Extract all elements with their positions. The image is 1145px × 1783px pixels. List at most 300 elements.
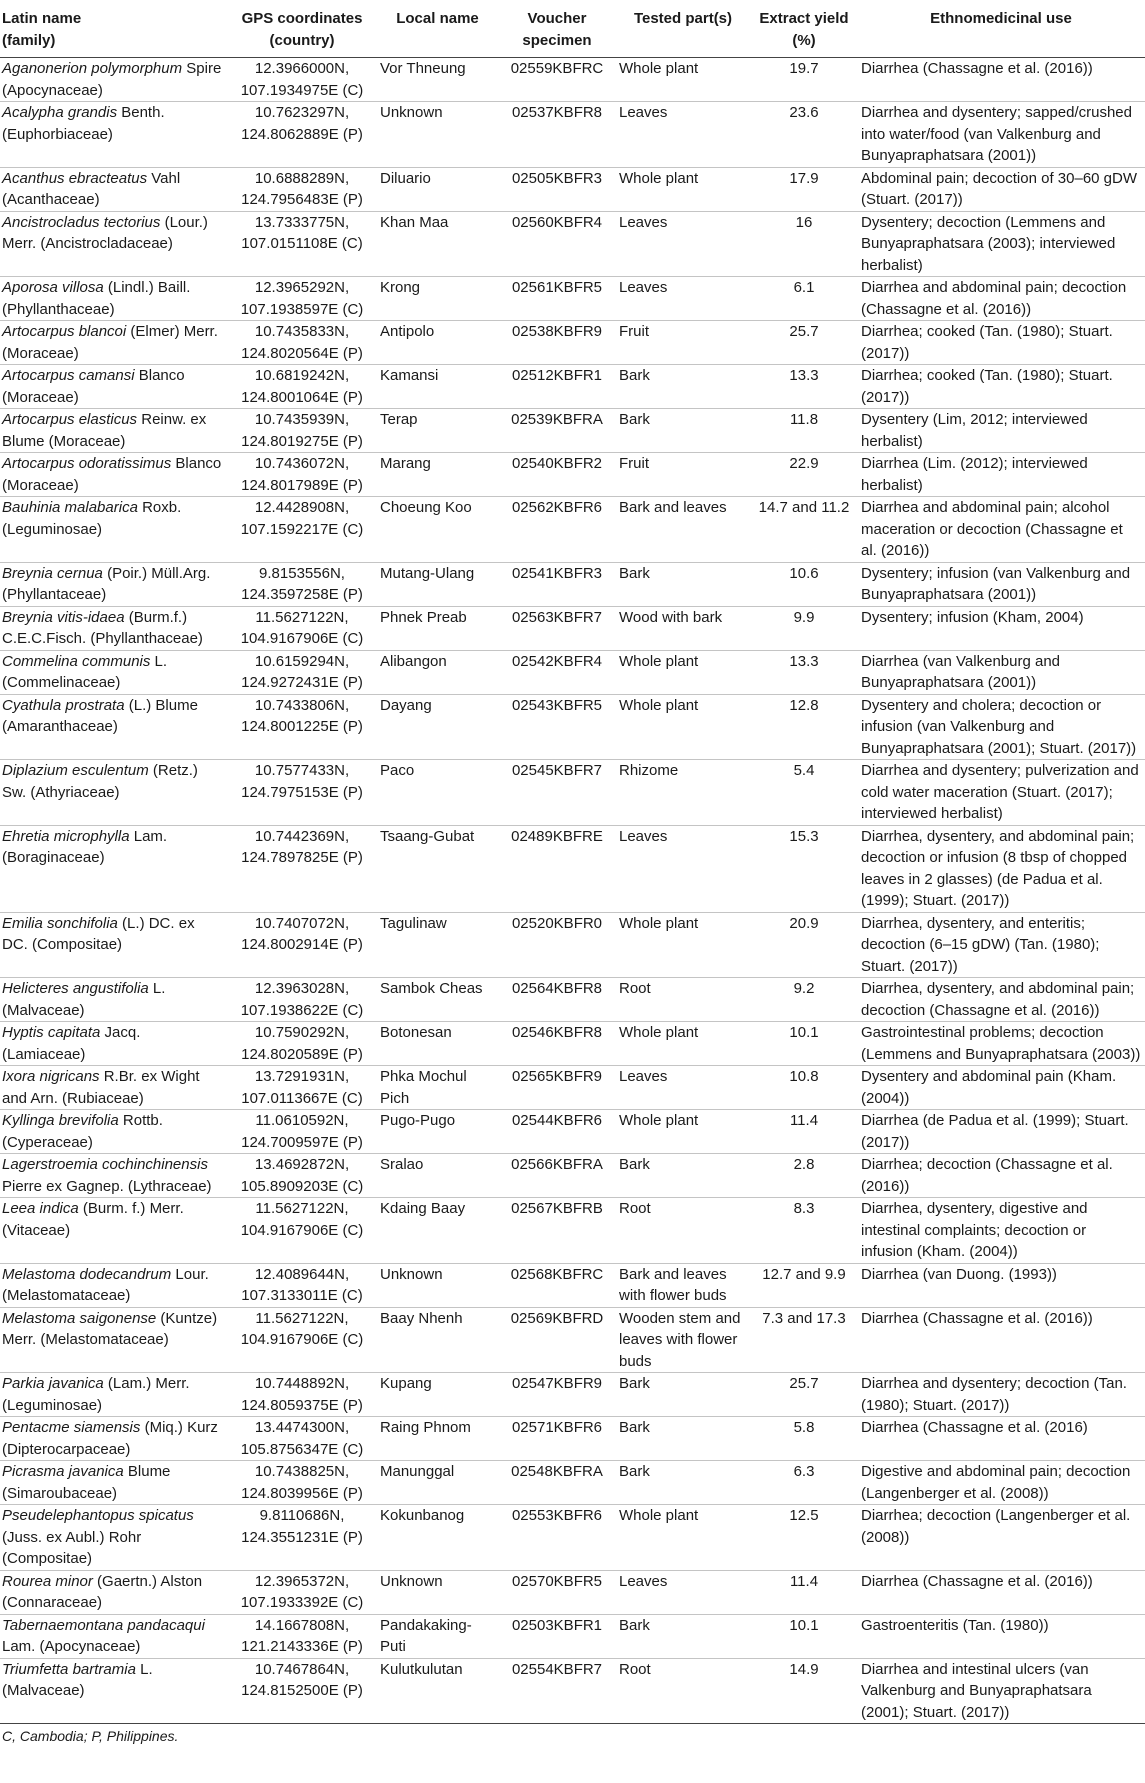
cell-tested-parts: Leaves bbox=[615, 102, 751, 168]
cell-tested-parts: Bark bbox=[615, 409, 751, 453]
cell-gps: 10.7435939N, 124.8019275E (P) bbox=[228, 409, 376, 453]
table-row bbox=[0, 825, 1145, 912]
cell-ethnomedicinal-use: Diarrhea; cooked (Tan. (1980); Stuart. (2017)) bbox=[857, 321, 1145, 365]
cell-extract-yield: 19.7 bbox=[751, 58, 857, 102]
cell-local-name: Phka Mochul Pich bbox=[376, 1066, 499, 1110]
cell-tested-parts: Leaves bbox=[615, 211, 751, 277]
cell-gps: 12.3963028N, 107.1938622E (C) bbox=[228, 978, 376, 1022]
table-row bbox=[0, 1022, 1145, 1066]
cell-gps: 10.6159294N, 124.9272431E (P) bbox=[228, 650, 376, 694]
species-name: Ancistrocladus tectorius bbox=[2, 213, 161, 231]
cell-tested-parts: Bark bbox=[615, 1461, 751, 1505]
species-name: Aporosa villosa bbox=[2, 279, 104, 296]
authority-family: Blanco (Moraceae) bbox=[2, 455, 222, 494]
cell-latin-name bbox=[0, 453, 228, 497]
species-name: Pentacme siamensis bbox=[2, 1419, 141, 1436]
cell-gps: 10.7436072N, 124.8017989E (P) bbox=[228, 453, 376, 497]
cell-ethnomedicinal-use: Diarrhea (van Valkenburg and Bunyapraphatsara (2001)) bbox=[857, 650, 1145, 694]
header-ethnomedicinal-use: Ethnomedicinal use bbox=[857, 0, 1145, 58]
species-name: Diplazium esculentum bbox=[2, 762, 149, 779]
cell-latin-name bbox=[0, 1110, 228, 1154]
cell-voucher: 02546KBFR8 bbox=[499, 1022, 615, 1066]
authority-family: Vahl (Acanthaceae) bbox=[2, 169, 181, 208]
species-name: Breynia vitis-idaea bbox=[2, 608, 125, 626]
table-row bbox=[0, 365, 1145, 409]
header-tested-parts: Tested part(s) bbox=[615, 0, 751, 58]
table-row bbox=[0, 1307, 1145, 1373]
species-name: Aganonerion polymorphum bbox=[2, 60, 183, 77]
cell-gps: 10.7590292N, 124.8020589E (P) bbox=[228, 1022, 376, 1066]
species-name: Acanthus ebracteatus bbox=[2, 169, 148, 187]
cell-extract-yield: 14.9 bbox=[751, 1658, 857, 1724]
authority-family: (L.) Blume (Amaranthaceae) bbox=[2, 696, 198, 735]
table-row bbox=[0, 606, 1145, 650]
cell-gps: 9.8153556N, 124.3597258E (P) bbox=[228, 562, 376, 606]
cell-gps: 10.7623297N, 124.8062889E (P) bbox=[228, 102, 376, 168]
cell-voucher: 02553KBFR6 bbox=[499, 1505, 615, 1571]
cell-extract-yield: 13.3 bbox=[751, 650, 857, 694]
cell-tested-parts: Whole plant bbox=[615, 650, 751, 694]
cell-extract-yield: 12.7 and 9.9 bbox=[751, 1263, 857, 1307]
authority-family: (Lindl.) Baill. (Phyllanthaceae) bbox=[2, 279, 191, 318]
cell-ethnomedicinal-use: Diarrhea, dysentery, digestive and intestinal complaints; decoction or infusion (Kham. (2004)) bbox=[857, 1198, 1145, 1264]
cell-tested-parts: Fruit bbox=[615, 321, 751, 365]
cell-local-name: Kdaing Baay bbox=[376, 1198, 499, 1264]
cell-voucher: 02564KBFR8 bbox=[499, 978, 615, 1022]
authority-family: Lour. (Melastomataceae) bbox=[2, 1265, 209, 1304]
cell-tested-parts: Bark bbox=[615, 1373, 751, 1417]
cell-ethnomedicinal-use: Diarrhea (Chassagne et al. (2016)) bbox=[857, 1307, 1145, 1373]
cell-latin-name bbox=[0, 497, 228, 563]
cell-latin-name bbox=[0, 102, 228, 168]
cell-local-name: Kulutkulutan bbox=[376, 1658, 499, 1724]
authority-family: Lam. (Apocynaceae) bbox=[2, 1638, 141, 1655]
cell-latin-name bbox=[0, 1417, 228, 1461]
cell-voucher: 02565KBFR9 bbox=[499, 1066, 615, 1110]
cell-voucher: 02560KBFR4 bbox=[499, 211, 615, 277]
cell-voucher: 02541KBFR3 bbox=[499, 562, 615, 606]
cell-local-name: Unknown bbox=[376, 102, 499, 168]
species-name: Breynia cernua bbox=[2, 564, 103, 582]
cell-tested-parts: Whole plant bbox=[615, 1110, 751, 1154]
cell-latin-name bbox=[0, 912, 228, 978]
species-name: Rourea minor bbox=[2, 1572, 93, 1590]
authority-family: (Lam.) Merr. (Leguminosae) bbox=[2, 1375, 190, 1414]
cell-latin-name bbox=[0, 825, 228, 912]
table-row bbox=[0, 1417, 1145, 1461]
cell-latin-name bbox=[0, 321, 228, 365]
cell-local-name: Raing Phnom bbox=[376, 1417, 499, 1461]
cell-tested-parts: Whole plant bbox=[615, 1022, 751, 1066]
cell-tested-parts: Bark bbox=[615, 365, 751, 409]
cell-voucher: 02562KBFR6 bbox=[499, 497, 615, 563]
cell-voucher: 02505KBFR3 bbox=[499, 167, 615, 211]
cell-local-name: Tsaang-Gubat bbox=[376, 825, 499, 912]
authority-family: L. (Commelinaceae) bbox=[2, 652, 168, 691]
cell-local-name: Manunggal bbox=[376, 1461, 499, 1505]
cell-gps: 10.7435833N, 124.8020564E (P) bbox=[228, 321, 376, 365]
authority-family: L. (Malvaceae) bbox=[2, 1660, 153, 1699]
cell-tested-parts: Whole plant bbox=[615, 694, 751, 760]
table-row bbox=[0, 760, 1145, 826]
header-extract-yield: Extract yield (%) bbox=[751, 0, 857, 58]
cell-voucher: 02559KBFRC bbox=[499, 58, 615, 102]
cell-ethnomedicinal-use: Diarrhea; decoction (Langenberger et al. (2008)) bbox=[857, 1505, 1145, 1571]
authority-family: Roxb. (Leguminosae) bbox=[2, 499, 182, 538]
cell-gps: 13.4692872N, 105.8909203E (C) bbox=[228, 1154, 376, 1198]
cell-latin-name bbox=[0, 978, 228, 1022]
cell-tested-parts: Whole plant bbox=[615, 1505, 751, 1571]
cell-voucher: 02544KBFR6 bbox=[499, 1110, 615, 1154]
cell-voucher: 02567KBFRB bbox=[499, 1198, 615, 1264]
cell-local-name: Khan Maa bbox=[376, 211, 499, 277]
cell-gps: 11.5627122N, 104.9167906E (C) bbox=[228, 1307, 376, 1373]
cell-ethnomedicinal-use: Dysentery; infusion (van Valkenburg and Bunyapraphatsara (2001)) bbox=[857, 562, 1145, 606]
cell-gps: 10.7438825N, 124.8039956E (P) bbox=[228, 1461, 376, 1505]
authority-family: Benth. (Euphorbiaceae) bbox=[2, 104, 165, 143]
species-name: Artocarpus camansi bbox=[2, 367, 135, 384]
species-name: Commelina communis bbox=[2, 652, 151, 670]
table-row bbox=[0, 167, 1145, 211]
cell-voucher: 02540KBFR2 bbox=[499, 453, 615, 497]
cell-ethnomedicinal-use: Diarrhea, dysentery, and enteritis; decoction (6–15 gDW) (Tan. (1980); Stuart. (2017)) bbox=[857, 912, 1145, 978]
cell-gps: 12.3965372N, 107.1933392E (C) bbox=[228, 1570, 376, 1614]
cell-ethnomedicinal-use: Dysentery (Lim, 2012; interviewed herbalist) bbox=[857, 409, 1145, 453]
cell-gps: 10.7407072N, 124.8002914E (P) bbox=[228, 912, 376, 978]
cell-extract-yield: 14.7 and 11.2 bbox=[751, 497, 857, 563]
species-name: Helicteres angustifolia bbox=[2, 980, 149, 997]
authority-family: Reinw. ex Blume (Moraceae) bbox=[2, 411, 207, 450]
cell-ethnomedicinal-use: Diarrhea; cooked (Tan. (1980); Stuart. (2017)) bbox=[857, 365, 1145, 409]
cell-ethnomedicinal-use: Diarrhea and intestinal ulcers (van Valkenburg and Bunyapraphatsara (2001); Stuart. (2017)) bbox=[857, 1658, 1145, 1724]
table-row bbox=[0, 912, 1145, 978]
cell-latin-name bbox=[0, 1614, 228, 1658]
species-name: Tabernaemontana pandacaqui bbox=[2, 1616, 205, 1634]
cell-voucher: 02538KBFR9 bbox=[499, 321, 615, 365]
cell-voucher: 02489KBFRE bbox=[499, 825, 615, 912]
cell-latin-name bbox=[0, 1307, 228, 1373]
cell-gps: 11.5627122N, 104.9167906E (C) bbox=[228, 606, 376, 650]
table-row bbox=[0, 1066, 1145, 1110]
cell-tested-parts: Leaves bbox=[615, 1066, 751, 1110]
cell-ethnomedicinal-use: Diarrhea (Lim. (2012); interviewed herbalist) bbox=[857, 453, 1145, 497]
authority-family: (L.) DC. ex DC. (Compositae) bbox=[2, 914, 195, 953]
table-row bbox=[0, 58, 1145, 102]
cell-ethnomedicinal-use: Diarrhea and abdominal pain; alcohol maceration or decoction (Chassagne et al. (2016)) bbox=[857, 497, 1145, 563]
cell-tested-parts: Wooden stem and leaves with flower buds bbox=[615, 1307, 751, 1373]
table-row bbox=[0, 978, 1145, 1022]
authority-family: (Gaertn.) Alston (Connaraceae) bbox=[2, 1572, 203, 1611]
cell-voucher: 02548KBFRA bbox=[499, 1461, 615, 1505]
cell-ethnomedicinal-use: Diarrhea (Chassagne et al. (2016)) bbox=[857, 58, 1145, 102]
cell-gps: 12.3966000N, 107.1934975E (C) bbox=[228, 58, 376, 102]
cell-extract-yield: 10.1 bbox=[751, 1614, 857, 1658]
cell-extract-yield: 10.6 bbox=[751, 562, 857, 606]
cell-latin-name bbox=[0, 1658, 228, 1724]
cell-ethnomedicinal-use: Gastroenteritis (Tan. (1980)) bbox=[857, 1614, 1145, 1658]
species-name: Lagerstroemia cochinchinensis bbox=[2, 1156, 208, 1173]
cell-extract-yield: 25.7 bbox=[751, 1373, 857, 1417]
header-row bbox=[0, 0, 1145, 58]
cell-local-name: Kamansi bbox=[376, 365, 499, 409]
table-row bbox=[0, 1570, 1145, 1614]
header-latin-name: Latin name (family) bbox=[0, 0, 228, 58]
cell-latin-name bbox=[0, 1263, 228, 1307]
species-name: Melastoma saigonense bbox=[2, 1309, 157, 1327]
cell-latin-name bbox=[0, 58, 228, 102]
cell-local-name: Alibangon bbox=[376, 650, 499, 694]
cell-extract-yield: 5.4 bbox=[751, 760, 857, 826]
table-row bbox=[0, 321, 1145, 365]
cell-extract-yield: 11.4 bbox=[751, 1570, 857, 1614]
species-name: Cyathula prostrata bbox=[2, 696, 125, 714]
cell-local-name: Pugo-Pugo bbox=[376, 1110, 499, 1154]
table-row bbox=[0, 1614, 1145, 1658]
authority-family: R.Br. ex Wight and Arn. (Rubiaceae) bbox=[2, 1068, 200, 1107]
cell-gps: 12.4428908N, 107.1592217E (C) bbox=[228, 497, 376, 563]
cell-gps: 10.7467864N, 124.8152500E (P) bbox=[228, 1658, 376, 1724]
cell-voucher: 02571KBFR6 bbox=[499, 1417, 615, 1461]
table-row bbox=[0, 102, 1145, 168]
cell-ethnomedicinal-use: Dysentery and abdominal pain (Kham. (2004)) bbox=[857, 1066, 1145, 1110]
cell-tested-parts: Whole plant bbox=[615, 58, 751, 102]
cell-latin-name bbox=[0, 650, 228, 694]
header-voucher: Voucher specimen bbox=[499, 0, 615, 58]
species-name: Acalypha grandis bbox=[2, 104, 118, 121]
cell-gps: 10.6888289N, 124.7956483E (P) bbox=[228, 167, 376, 211]
cell-local-name: Dayang bbox=[376, 694, 499, 760]
cell-ethnomedicinal-use: Diarrhea (van Duong. (1993)) bbox=[857, 1263, 1145, 1307]
table-header bbox=[0, 0, 1145, 58]
authority-family: (Elmer) Merr. (Moraceae) bbox=[2, 323, 218, 362]
cell-tested-parts: Bark bbox=[615, 562, 751, 606]
cell-local-name: Kupang bbox=[376, 1373, 499, 1417]
cell-voucher: 02554KBFR7 bbox=[499, 1658, 615, 1724]
cell-gps: 9.8110686N, 124.3551231E (P) bbox=[228, 1505, 376, 1571]
authority-family: Pierre ex Gagnep. (Lythraceae) bbox=[2, 1177, 212, 1195]
cell-latin-name bbox=[0, 1570, 228, 1614]
cell-latin-name bbox=[0, 1505, 228, 1571]
cell-gps: 13.7333775N, 107.0151108E (C) bbox=[228, 211, 376, 277]
table-body bbox=[0, 58, 1145, 1724]
cell-local-name: Diluario bbox=[376, 167, 499, 211]
table-row bbox=[0, 497, 1145, 563]
cell-extract-yield: 6.1 bbox=[751, 277, 857, 321]
cell-extract-yield: 5.8 bbox=[751, 1417, 857, 1461]
cell-tested-parts: Whole plant bbox=[615, 167, 751, 211]
cell-gps: 14.1667808N, 121.2143336E (P) bbox=[228, 1614, 376, 1658]
cell-local-name: Antipolo bbox=[376, 321, 499, 365]
cell-local-name: Kokunbanog bbox=[376, 1505, 499, 1571]
species-name: Melastoma dodecandrum bbox=[2, 1265, 172, 1283]
cell-voucher: 02561KBFR5 bbox=[499, 277, 615, 321]
cell-local-name: Choeung Koo bbox=[376, 497, 499, 563]
cell-gps: 13.7291931N, 107.0113667E (C) bbox=[228, 1066, 376, 1110]
cell-tested-parts: Root bbox=[615, 978, 751, 1022]
authority-family: (Retz.) Sw. (Athyriaceae) bbox=[2, 762, 198, 801]
table-row bbox=[0, 562, 1145, 606]
cell-voucher: 02537KBFR8 bbox=[499, 102, 615, 168]
authority-family: Lam. (Boraginaceae) bbox=[2, 827, 168, 866]
cell-latin-name bbox=[0, 606, 228, 650]
cell-ethnomedicinal-use: Abdominal pain; decoction of 30–60 gDW (Stuart. (2017)) bbox=[857, 167, 1145, 211]
cell-extract-yield: 10.8 bbox=[751, 1066, 857, 1110]
cell-voucher: 02545KBFR7 bbox=[499, 760, 615, 826]
cell-voucher: 02570KBFR5 bbox=[499, 1570, 615, 1614]
authority-family: Spire (Apocynaceae) bbox=[2, 60, 222, 99]
table-row bbox=[0, 650, 1145, 694]
cell-gps: 12.4089644N, 107.3133011E (C) bbox=[228, 1263, 376, 1307]
cell-ethnomedicinal-use: Dysentery and cholera; decoction or infusion (van Valkenburg and Bunyapraphatsara (2001); Stuart. (2017)) bbox=[857, 694, 1145, 760]
cell-tested-parts: Bark and leaves with flower buds bbox=[615, 1263, 751, 1307]
species-name: Artocarpus blancoi bbox=[2, 323, 127, 340]
authority-family: Blanco (Moraceae) bbox=[2, 367, 185, 406]
table-footnote: C, Cambodia; P, Philippines. bbox=[2, 1728, 179, 1744]
cell-voucher: 02520KBFR0 bbox=[499, 912, 615, 978]
cell-latin-name bbox=[0, 760, 228, 826]
cell-voucher: 02568KBFRC bbox=[499, 1263, 615, 1307]
cell-ethnomedicinal-use: Digestive and abdominal pain; decoction (Langenberger et al. (2008)) bbox=[857, 1461, 1145, 1505]
cell-extract-yield: 9.2 bbox=[751, 978, 857, 1022]
authority-family: L. (Malvaceae) bbox=[2, 980, 166, 1019]
cell-latin-name bbox=[0, 1461, 228, 1505]
cell-latin-name bbox=[0, 1022, 228, 1066]
cell-local-name: Baay Nhenh bbox=[376, 1307, 499, 1373]
cell-extract-yield: 16 bbox=[751, 211, 857, 277]
cell-extract-yield: 13.3 bbox=[751, 365, 857, 409]
cell-tested-parts: Whole plant bbox=[615, 912, 751, 978]
cell-ethnomedicinal-use: Diarrhea and dysentery; pulverization and cold water maceration (Stuart. (2017); interviewed herbalist) bbox=[857, 760, 1145, 826]
cell-extract-yield: 11.8 bbox=[751, 409, 857, 453]
species-name: Parkia javanica bbox=[2, 1375, 104, 1392]
cell-ethnomedicinal-use: Gastrointestinal problems; decoction (Lemmens and Bunyapraphatsara (2003)) bbox=[857, 1022, 1145, 1066]
authority-family: (Burm.f.) C.E.C.Fisch. (Phyllanthaceae) bbox=[2, 608, 203, 647]
header-gps: GPS coordinates (country) bbox=[228, 0, 376, 58]
cell-gps: 10.7433806N, 124.8001225E (P) bbox=[228, 694, 376, 760]
species-name: Ixora nigricans bbox=[2, 1068, 100, 1085]
cell-latin-name bbox=[0, 211, 228, 277]
table-row bbox=[0, 409, 1145, 453]
cell-extract-yield: 11.4 bbox=[751, 1110, 857, 1154]
authority-family: (Burm. f.) Merr. (Vitaceae) bbox=[2, 1200, 184, 1239]
species-name: Artocarpus elasticus bbox=[2, 411, 138, 428]
cell-gps: 10.7442369N, 124.7897825E (P) bbox=[228, 825, 376, 912]
authority-family: (Kuntze) Merr. (Melastomataceae) bbox=[2, 1309, 218, 1348]
cell-gps: 12.3965292N, 107.1938597E (C) bbox=[228, 277, 376, 321]
cell-local-name: Marang bbox=[376, 453, 499, 497]
cell-local-name: Unknown bbox=[376, 1263, 499, 1307]
cell-tested-parts: Rhizome bbox=[615, 760, 751, 826]
species-name: Emilia sonchifolia bbox=[2, 914, 118, 932]
cell-latin-name bbox=[0, 562, 228, 606]
cell-local-name: Sambok Cheas bbox=[376, 978, 499, 1022]
cell-tested-parts: Root bbox=[615, 1198, 751, 1264]
authority-family: (Miq.) Kurz (Dipterocarpaceae) bbox=[2, 1419, 218, 1458]
cell-local-name: Phnek Preab bbox=[376, 606, 499, 650]
cell-extract-yield: 17.9 bbox=[751, 167, 857, 211]
cell-voucher: 02543KBFR5 bbox=[499, 694, 615, 760]
cell-extract-yield: 10.1 bbox=[751, 1022, 857, 1066]
cell-tested-parts: Bark bbox=[615, 1614, 751, 1658]
cell-extract-yield: 25.7 bbox=[751, 321, 857, 365]
cell-tested-parts: Leaves bbox=[615, 825, 751, 912]
species-name: Kyllinga brevifolia bbox=[2, 1112, 119, 1129]
cell-tested-parts: Leaves bbox=[615, 277, 751, 321]
table-row bbox=[0, 277, 1145, 321]
authority-family: (Lour.) Merr. (Ancistrocladaceae) bbox=[2, 213, 208, 252]
cell-ethnomedicinal-use: Diarrhea, dysentery, and abdominal pain; decoction or infusion (8 tbsp of chopped leaves in 2 glasses) (de Padua et al. (1999); Stuart. (2017)) bbox=[857, 825, 1145, 912]
cell-gps: 10.6819242N, 124.8001064E (P) bbox=[228, 365, 376, 409]
table-row bbox=[0, 211, 1145, 277]
cell-tested-parts: Bark bbox=[615, 1154, 751, 1198]
header-local-name: Local name bbox=[376, 0, 499, 58]
species-name: Hyptis capitata bbox=[2, 1024, 101, 1041]
cell-ethnomedicinal-use: Diarrhea and dysentery; sapped/crushed into water/food (van Valkenburg and Bunyapraphatsara (2001)) bbox=[857, 102, 1145, 168]
table-row bbox=[0, 1198, 1145, 1264]
species-name: Triumfetta bartramia bbox=[2, 1660, 136, 1678]
cell-local-name: Krong bbox=[376, 277, 499, 321]
cell-ethnomedicinal-use: Diarrhea, dysentery, and abdominal pain; decoction (Chassagne et al. (2016)) bbox=[857, 978, 1145, 1022]
cell-latin-name bbox=[0, 694, 228, 760]
cell-voucher: 02503KBFR1 bbox=[499, 1614, 615, 1658]
cell-ethnomedicinal-use: Dysentery; decoction (Lemmens and Bunyapraphatsara (2003); interviewed herbalist) bbox=[857, 211, 1145, 277]
cell-gps: 11.5627122N, 104.9167906E (C) bbox=[228, 1198, 376, 1264]
cell-local-name: Sralao bbox=[376, 1154, 499, 1198]
cell-voucher: 02542KBFR4 bbox=[499, 650, 615, 694]
species-name: Artocarpus odoratissimus bbox=[2, 455, 172, 472]
cell-extract-yield: 20.9 bbox=[751, 912, 857, 978]
cell-latin-name bbox=[0, 409, 228, 453]
cell-tested-parts: Leaves bbox=[615, 1570, 751, 1614]
authority-family: Blume (Simaroubaceae) bbox=[2, 1463, 171, 1502]
cell-local-name: Unknown bbox=[376, 1570, 499, 1614]
cell-gps: 10.7577433N, 124.7975153E (P) bbox=[228, 760, 376, 826]
cell-ethnomedicinal-use: Diarrhea (Chassagne et al. (2016) bbox=[857, 1417, 1145, 1461]
cell-voucher: 02569KBFRD bbox=[499, 1307, 615, 1373]
authority-family: (Juss. ex Aubl.) Rohr (Compositae) bbox=[2, 1528, 142, 1567]
species-name: Ehretia microphylla bbox=[2, 827, 130, 845]
cell-tested-parts: Root bbox=[615, 1658, 751, 1724]
cell-local-name: Mutang-Ulang bbox=[376, 562, 499, 606]
cell-voucher: 02512KBFR1 bbox=[499, 365, 615, 409]
cell-latin-name bbox=[0, 365, 228, 409]
cell-gps: 10.7448892N, 124.8059375E (P) bbox=[228, 1373, 376, 1417]
cell-ethnomedicinal-use: Diarrhea and dysentery; decoction (Tan. (1980); Stuart. (2017)) bbox=[857, 1373, 1145, 1417]
cell-local-name: Tagulinaw bbox=[376, 912, 499, 978]
species-name: Pseudelephantopus spicatus bbox=[2, 1507, 194, 1524]
table-row bbox=[0, 1110, 1145, 1154]
cell-voucher: 02547KBFR9 bbox=[499, 1373, 615, 1417]
cell-local-name: Terap bbox=[376, 409, 499, 453]
cell-ethnomedicinal-use: Diarrhea (Chassagne et al. (2016)) bbox=[857, 1570, 1145, 1614]
cell-gps: 13.4474300N, 105.8756347E (C) bbox=[228, 1417, 376, 1461]
cell-extract-yield: 2.8 bbox=[751, 1154, 857, 1198]
authority-family: (Poir.) Müll.Arg. (Phyllantaceae) bbox=[2, 564, 211, 603]
species-name: Picrasma javanica bbox=[2, 1463, 124, 1480]
cell-tested-parts: Bark and leaves bbox=[615, 497, 751, 563]
cell-ethnomedicinal-use: Diarrhea; decoction (Chassagne et al. (2016)) bbox=[857, 1154, 1145, 1198]
table-row bbox=[0, 1263, 1145, 1307]
cell-tested-parts: Fruit bbox=[615, 453, 751, 497]
cell-latin-name bbox=[0, 1373, 228, 1417]
species-name: Bauhinia malabarica bbox=[2, 499, 138, 516]
cell-extract-yield: 7.3 and 17.3 bbox=[751, 1307, 857, 1373]
cell-local-name: Vor Thneung bbox=[376, 58, 499, 102]
authority-family: Jacq. (Lamiaceae) bbox=[2, 1024, 141, 1063]
cell-tested-parts: Bark bbox=[615, 1417, 751, 1461]
cell-extract-yield: 22.9 bbox=[751, 453, 857, 497]
cell-ethnomedicinal-use: Diarrhea (de Padua et al. (1999); Stuart. (2017)) bbox=[857, 1110, 1145, 1154]
